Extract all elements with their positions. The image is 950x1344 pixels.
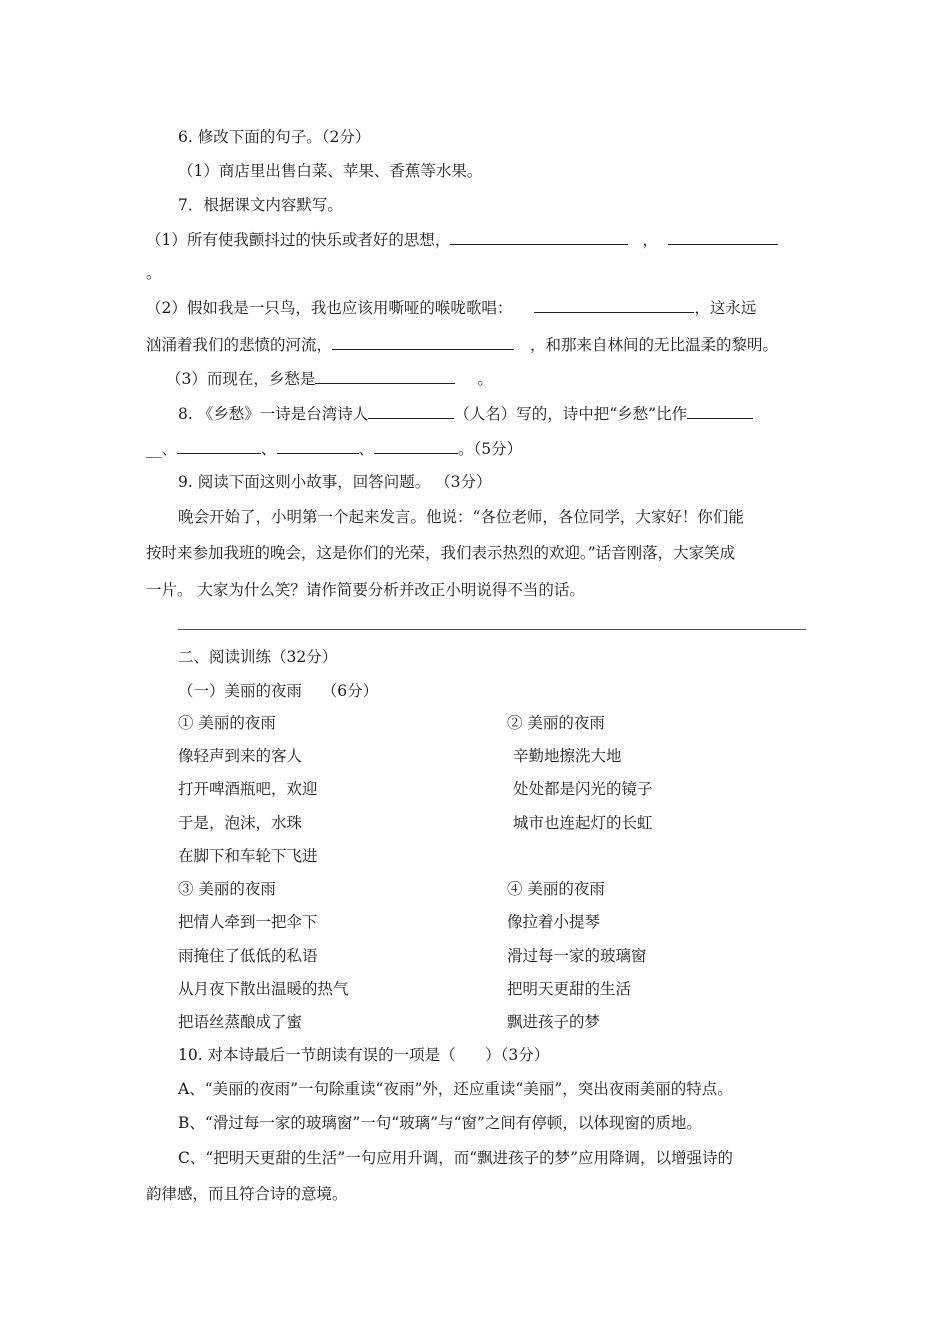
question-7: 7．根据课文内容默写。 bbox=[178, 196, 343, 214]
story-line-3: 一片。 大家为什么笑？请作简要分析并改正小明说得不当的话。 bbox=[146, 581, 585, 599]
question-7-item-2: （2）假如我是一只鸟，我也应该用嘶哑的喉咙歌唱： ，这永远 bbox=[146, 299, 757, 317]
answer-line[interactable] bbox=[178, 629, 806, 630]
answer-blank[interactable] bbox=[668, 229, 778, 245]
option-c-cont: 韵律感，而且符合诗的意境。 bbox=[146, 1185, 348, 1203]
question-8: 8. 《乡愁》一诗是台湾诗人 （人名）写的，诗中把“乡愁”比作 bbox=[178, 403, 753, 424]
poem-stanza-1-line-5: 在脚下和车轮下飞进 bbox=[178, 847, 318, 865]
answer-blank[interactable] bbox=[177, 438, 261, 454]
poem-stanza-3-line-2: 把情人牵到一把伞下 bbox=[178, 913, 318, 931]
option-b: B、“滑过每一家的玻璃窗”一句“玻璃”与“窗”之间有停顿，以体现窗的质地。 bbox=[178, 1114, 702, 1132]
poem-stanza-3-line-4: 从月夜下散出温暖的热气 bbox=[178, 980, 349, 998]
answer-blank[interactable] bbox=[450, 229, 628, 245]
poem-stanza-3-line-5: 把语丝蒸酿成了蜜 bbox=[178, 1013, 303, 1031]
poem-stanza-4-line-5: 飘进孩子的梦 bbox=[507, 1013, 601, 1031]
poem-stanza-4-line-1: ④ 美丽的夜雨 bbox=[507, 880, 605, 898]
answer-blank[interactable] bbox=[368, 403, 454, 419]
question-7-item-2-cont: 汹涌着我们的悲愤的河流， ，和那来自林间的无比温柔的黎明。 bbox=[146, 336, 779, 354]
question-7-item-3: （3）而现在，乡愁是 。 bbox=[166, 370, 493, 388]
answer-blank[interactable] bbox=[315, 368, 455, 384]
answer-blank[interactable] bbox=[687, 403, 753, 419]
poem-stanza-1-line-4: 于是，泡沫，水珠 bbox=[178, 814, 303, 832]
question-10: 10. 对本诗最后一节朗读有误的一项是（ ）（3分） bbox=[178, 1046, 550, 1064]
poem-stanza-2-line-3: 处处都是闪光的镜子 bbox=[513, 780, 653, 798]
poem-stanza-4-line-3: 滑过每一家的玻璃窗 bbox=[507, 947, 647, 965]
poem-subheading: （一）美丽的夜雨 （6分） bbox=[178, 682, 379, 700]
question-8-cont: __、 、 、 。（5分） bbox=[146, 440, 523, 458]
poem-stanza-3-line-3: 雨掩住了低低的私语 bbox=[178, 947, 318, 965]
answer-blank[interactable] bbox=[534, 297, 694, 313]
story-line-1: 晚会开始了，小明第一个起来发言。他说：“各位老师，各位同学，大家好！你们能 bbox=[178, 508, 744, 526]
poem-stanza-1-line-3: 打开啤酒瓶吧，欢迎 bbox=[178, 780, 318, 798]
poem-stanza-2-line-4: 城市也连起灯的长虹 bbox=[513, 814, 653, 832]
answer-blank[interactable] bbox=[277, 438, 359, 454]
story-line-2: 按时来参加我班的晚会，这是你们的光荣，我们表示热烈的欢迎。”话音刚落，大家笑成 bbox=[146, 544, 736, 562]
question-7-item-1: （1）所有使我颤抖过的快乐或者好的思想， ， bbox=[146, 229, 778, 250]
poem-stanza-1-line-1: ① 美丽的夜雨 bbox=[178, 714, 276, 732]
option-a: A、“美丽的夜雨”一句除重读“夜雨”外，还应重读“美丽”，突出夜雨美丽的特点。 bbox=[178, 1080, 733, 1098]
answer-blank[interactable] bbox=[332, 334, 514, 350]
poem-stanza-4-line-4: 把明天更甜的生活 bbox=[507, 980, 632, 998]
poem-stanza-4-line-2: 像拉着小提琴 bbox=[507, 913, 601, 931]
question-6: 6. 修改下面的句子。（2分） bbox=[178, 128, 371, 146]
section-2-heading: 二、阅读训练（32分） bbox=[178, 648, 338, 666]
poem-stanza-1-line-2: 像轻声到来的客人 bbox=[178, 747, 303, 765]
option-c: C、“把明天更甜的生活”一句应用升调，而“飘进孩子的梦”应用降调，以增强诗的 bbox=[178, 1149, 734, 1167]
question-7-item-1-end: 。 bbox=[146, 264, 162, 282]
question-6-item-1: （1）商店里出售白菜、苹果、香蕉等水果。 bbox=[178, 162, 483, 180]
poem-stanza-3-line-1: ③ 美丽的夜雨 bbox=[178, 880, 276, 898]
answer-blank[interactable] bbox=[374, 438, 458, 454]
poem-stanza-2-line-2: 辛勤地擦洗大地 bbox=[513, 747, 622, 765]
question-9: 9. 阅读下面这则小故事，回答问题。 （3分） bbox=[178, 473, 492, 491]
poem-stanza-2-line-1: ② 美丽的夜雨 bbox=[507, 714, 605, 732]
